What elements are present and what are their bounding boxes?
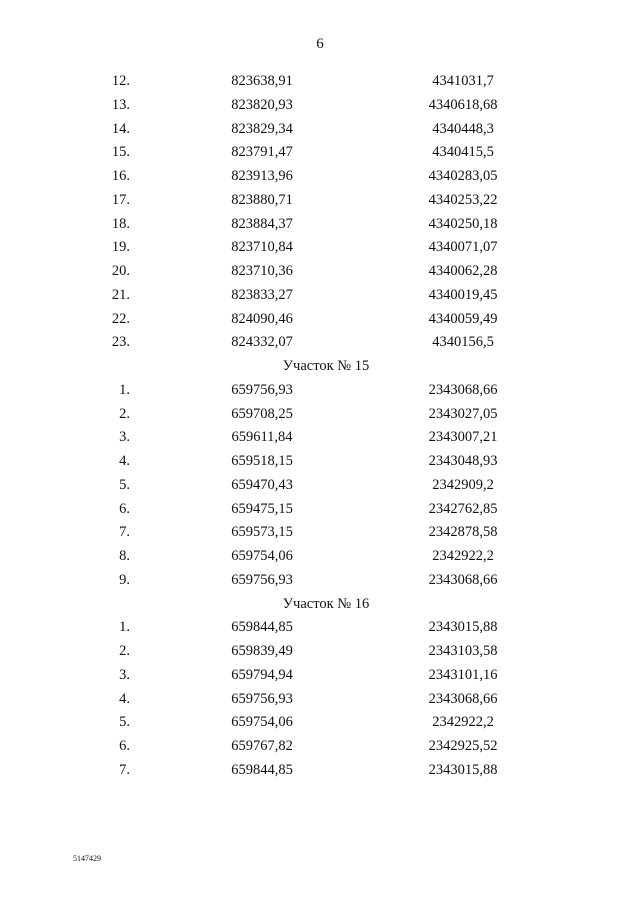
table-row — [0, 545, 640, 569]
table-row — [0, 664, 640, 688]
table-row — [0, 521, 640, 545]
table-row — [0, 711, 640, 735]
point-number: 22. — [111, 310, 130, 327]
table-row — [0, 379, 640, 403]
point-number: 2. — [119, 405, 130, 422]
coordinate-y: 2342909,2 — [432, 476, 494, 493]
coordinate-y: 2343068,66 — [428, 571, 498, 588]
coordinate-x: 823791,47 — [231, 144, 293, 161]
coordinate-y: 2343101,16 — [428, 666, 498, 683]
coordinate-y: 4340250,18 — [428, 215, 498, 232]
point-number: 7. — [119, 524, 130, 541]
point-number: 15. — [111, 144, 130, 161]
point-number: 21. — [111, 286, 130, 303]
table-row — [0, 165, 640, 189]
coordinate-y: 2342878,58 — [428, 524, 498, 541]
coordinate-x: 659754,06 — [231, 714, 293, 731]
point-number: 8. — [119, 548, 130, 564]
coordinate-x: 824090,46 — [231, 310, 293, 327]
point-number: 14. — [111, 120, 130, 137]
table-row — [0, 759, 640, 783]
table-row — [0, 70, 640, 94]
point-number: 5. — [119, 714, 130, 731]
table-row — [0, 331, 640, 355]
coordinate-y: 2342925,52 — [428, 738, 498, 754]
point-number: 13. — [111, 96, 130, 113]
table-row — [0, 426, 640, 450]
coordinate-y: 2342922,2 — [432, 548, 494, 564]
point-number: 23. — [111, 334, 130, 351]
coordinate-y: 2343068,66 — [428, 381, 498, 398]
coordinate-x: 823833,27 — [231, 286, 293, 303]
point-number: 6. — [119, 500, 130, 517]
coordinate-y: 2343015,88 — [428, 619, 498, 636]
coordinate-x: 659794,94 — [231, 666, 293, 683]
coordinate-y: 4340071,07 — [428, 239, 498, 256]
point-number: 2. — [119, 643, 130, 659]
table-row — [0, 688, 640, 712]
coordinate-y: 4340448,3 — [432, 120, 494, 137]
coordinate-x: 659756,93 — [231, 571, 293, 588]
coordinate-y: 2343015,88 — [428, 761, 498, 778]
point-number: 5. — [119, 476, 130, 493]
coordinate-x: 823820,93 — [231, 96, 293, 113]
table-row — [0, 284, 640, 308]
table-row — [0, 474, 640, 498]
table-row — [0, 189, 640, 213]
table-row — [0, 141, 640, 165]
table-row — [0, 308, 640, 332]
coordinate-y: 2343048,93 — [428, 453, 498, 469]
coordinate-y: 4340415,5 — [432, 144, 494, 161]
point-number: 18. — [111, 215, 130, 232]
coordinate-x: 659518,15 — [231, 453, 293, 469]
point-number: 9. — [119, 571, 130, 588]
point-number: 3. — [119, 429, 130, 446]
coordinate-x: 823913,96 — [231, 168, 293, 184]
coordinate-y: 2342922,2 — [432, 714, 494, 731]
table-row — [0, 118, 640, 142]
coordinate-y: 2343068,66 — [428, 690, 498, 707]
point-number: 12. — [111, 73, 130, 89]
coordinate-x: 659844,85 — [231, 761, 293, 778]
coordinate-y: 2342762,85 — [428, 500, 498, 517]
point-number: 7. — [119, 761, 130, 778]
coordinate-y: 2343103,58 — [428, 643, 498, 659]
coordinate-x: 823829,34 — [231, 120, 293, 137]
coordinate-y: 4341031,7 — [432, 73, 494, 89]
table-row — [0, 236, 640, 260]
table-row — [0, 213, 640, 237]
coordinate-x: 659754,06 — [231, 548, 293, 564]
table-row — [0, 569, 640, 593]
coordinate-y: 4340618,68 — [428, 96, 498, 113]
table-row — [0, 640, 640, 664]
section-title: Участок № 15 — [282, 358, 370, 374]
point-number: 20. — [111, 263, 130, 279]
point-number: 1. — [119, 381, 130, 398]
coordinate-y: 4340253,22 — [428, 191, 498, 208]
coordinate-y: 4340156,5 — [432, 334, 494, 351]
coordinate-x: 823884,37 — [231, 215, 293, 232]
point-number: 1. — [119, 619, 130, 636]
table-row — [0, 403, 640, 427]
coordinate-x: 659844,85 — [231, 619, 293, 636]
table-row — [0, 616, 640, 640]
coordinate-y: 4340019,45 — [428, 286, 498, 303]
document-code: 5147429 — [73, 854, 101, 863]
coordinate-x: 823880,71 — [231, 191, 293, 208]
section-title: Участок № 16 — [282, 595, 370, 612]
coordinate-y: 4340283,05 — [428, 168, 498, 184]
coordinate-x: 659767,82 — [231, 738, 293, 754]
coordinate-y: 4340059,49 — [428, 310, 498, 327]
coordinate-x: 823710,84 — [231, 239, 293, 256]
point-number: 17. — [111, 191, 130, 208]
point-number: 19. — [111, 239, 130, 256]
table-row — [0, 260, 640, 284]
coordinate-x: 659756,93 — [231, 690, 293, 707]
coordinate-x: 659470,43 — [231, 476, 293, 493]
coordinates-table — [0, 70, 640, 783]
coordinate-x: 823710,36 — [231, 263, 293, 279]
point-number: 16. — [111, 168, 130, 184]
coordinate-x: 824332,07 — [231, 334, 293, 351]
page-number: 6 — [316, 36, 324, 52]
point-number: 4. — [119, 453, 130, 469]
table-row — [0, 450, 640, 474]
coordinate-x: 659708,25 — [231, 405, 293, 422]
coordinate-x: 659839,49 — [231, 643, 293, 659]
coordinate-y: 2343027,05 — [428, 405, 498, 422]
table-row — [0, 498, 640, 522]
point-number: 6. — [119, 738, 130, 754]
coordinate-x: 659573,15 — [231, 524, 293, 541]
point-number: 3. — [119, 666, 130, 683]
coordinate-x: 659475,15 — [231, 500, 293, 517]
coordinate-x: 659756,93 — [231, 381, 293, 398]
coordinate-y: 4340062,28 — [428, 263, 498, 279]
table-row — [0, 735, 640, 759]
table-row — [0, 94, 640, 118]
coordinate-x: 659611,84 — [231, 429, 293, 446]
point-number: 4. — [119, 690, 130, 707]
coordinate-x: 823638,91 — [231, 73, 293, 89]
coordinate-y: 2343007,21 — [428, 429, 498, 446]
